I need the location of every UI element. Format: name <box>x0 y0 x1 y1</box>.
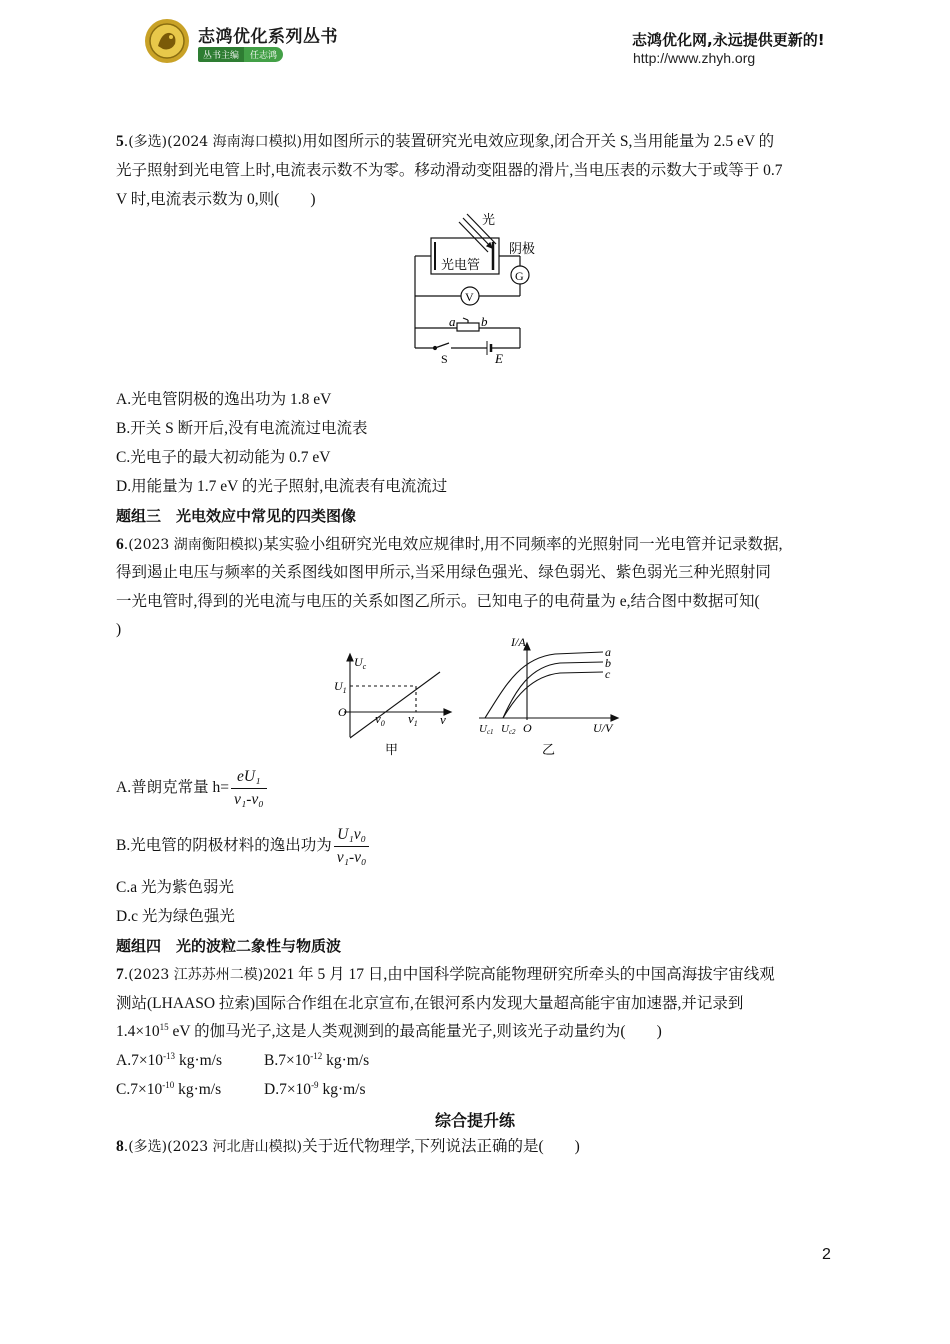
svg-text:a: a <box>605 645 611 659</box>
q6-figure-jia <box>330 652 460 762</box>
q5-line-2: 光子照射到光电管上时,电流表示数不为零。移动滑动变阻器的滑片,当电压表的示数大于或等于 0.7 <box>116 162 783 179</box>
svg-text:Uc2: Uc2 <box>501 723 516 736</box>
q5-line-3: V 时,电流表示数为 0,则( ) <box>116 191 316 208</box>
fig-g-label: G <box>515 269 524 283</box>
q5-line1-text: 用如图所示的装置研究光电效应现象,闭合开关 S,当用能量为 2.5 eV 的 <box>302 133 775 150</box>
q6-number: 6 <box>116 536 124 553</box>
svg-text:b: b <box>605 656 611 670</box>
q7-line1-text: 2021 年 5 月 17 日,由中国科学院高能物理研究所牵头的中国高海拔宇宙线观 <box>263 966 775 983</box>
q5-option-a: A.光电管阴极的逸出功为 1.8 eV <box>116 391 332 408</box>
q5-option-d: D.用能量为 1.7 eV 的光子照射,电流表有电流流过 <box>116 478 448 495</box>
q6-option-b: B.光电管的阴极材料的逸出功为 $\frac{\text{U₁ν₀}}{\text{ν₁-ν₀}}$ <box>116 824 371 869</box>
q7-option-c: $C.7\times 10^{-10}$ kg·m/s <box>116 1080 222 1098</box>
editor-name: 任志鸿 <box>244 47 283 62</box>
q5-option-c: C.光电子的最大初动能为 0.7 eV <box>116 449 331 466</box>
group3-heading: 题组三 光电效应中常见的四类图像 <box>116 507 357 525</box>
svg-text:ν0: $\nu_0$ <box>375 711 385 728</box>
q5-tag: .(多选)(2024 海南海口模拟) <box>123 134 303 150</box>
q7-line-3: $1.4\times 10^{15}$ eV 的伽马光子,这是人类观测到的最高能量光子,则该光子动量约为( ) <box>116 1022 662 1040</box>
q8-line-1 <box>116 1137 580 1157</box>
q5-option-b: B.开关 S 断开后,没有电流流过电流表 <box>116 420 368 437</box>
svg-text:ν1: $\nu_1$ <box>408 711 418 728</box>
fig-tube-label: 光电管 <box>441 257 481 272</box>
q6-line-1 <box>116 535 782 555</box>
svg-text:Uc1: Uc1 <box>479 723 494 736</box>
svg-text:I/A: I/A <box>511 636 526 649</box>
q6-line1-text: 某实验小组研究光电效应规律时,用不同频率的光照射同一光电管并记录数据, <box>263 536 783 553</box>
q5-line-1 <box>116 132 774 152</box>
q6-option-c: C.a 光为紫色弱光 <box>116 879 234 896</box>
q7-option-a: $A.7\times 10^{-13}$ kg·m/s <box>116 1051 222 1069</box>
fig-e-label: E <box>495 351 503 366</box>
q7-option-b: $B.7\times 10^{-12}$ kg·m/s <box>264 1051 370 1069</box>
svg-text:c: c <box>605 667 611 681</box>
q8-line1-text: 关于近代物理学,下列说法正确的是( ) <box>302 1138 580 1155</box>
svg-text:甲: 甲 <box>385 742 399 757</box>
header-slogan: 志鸿优化网,永远提供更新的! <box>632 31 825 49</box>
q6-tag: .(2023 湖南衡阳模拟) <box>123 537 264 553</box>
q6-option-a: A.普朗克常量 h= $\frac{\text{eU₁}}{\text{ν₁-ν₀}}$ <box>116 766 269 811</box>
group4-heading: 题组四 光的波粒二象性与物质波 <box>116 937 342 955</box>
section-title: 综合提升练 <box>434 1111 515 1130</box>
fig-cathode-label: 阴极 <box>509 241 536 256</box>
svg-text:U/V: U/V <box>593 721 613 735</box>
q6-figure-yi <box>475 636 625 760</box>
q7-line-1 <box>116 965 775 985</box>
q7-number: 7 <box>116 966 124 983</box>
q8-tag: .(多选)(2023 河北唐山模拟) <box>123 1139 303 1155</box>
q8-number: 8 <box>116 1138 124 1155</box>
q6-option-d: D.c 光为绿色强光 <box>116 908 235 925</box>
svg-text:Uc: $U_c$ <box>354 655 367 671</box>
fig-v-label: V <box>465 290 474 304</box>
fig-light-label: 光 <box>482 212 496 227</box>
q6-line-2: 得到遏止电压与频率的关系图线如图甲所示,当采用绿色强光、绿色弱光、紫色弱光三种光照射同 <box>116 564 771 581</box>
q5-circuit-figure <box>405 208 555 368</box>
q6-line-3: 一光电管时,得到的光电流与电压的关系如图乙所示。已知电子的电荷量为 e,结合图中数据可知( <box>116 593 760 610</box>
q6-option-a-fraction: $\frac{\text{eU₁}}{\text{ν₁-ν₀}}$ <box>231 766 267 811</box>
series-editor <box>198 47 283 62</box>
svg-text:乙: 乙 <box>542 742 556 757</box>
svg-text:O: O <box>338 705 347 719</box>
page-header <box>0 0 950 80</box>
editor-label: 丛书主编 <box>198 47 244 62</box>
svg-text:U1: $U_1$ <box>334 679 347 695</box>
q5-number: 5 <box>116 133 124 150</box>
svg-text:O: O <box>523 721 532 735</box>
series-title: 志鸿优化系列丛书 <box>198 27 338 47</box>
svg-text:ν: ν <box>440 712 446 727</box>
q7-tag: .(2023 江苏苏州二模) <box>123 967 264 983</box>
page-number: 2 <box>822 1246 831 1263</box>
fig-b-label: b <box>481 314 488 329</box>
q6-line-4: ) <box>116 621 122 638</box>
header-url[interactable]: http://www.zhyh.org <box>633 50 756 66</box>
q7-line-2: 测站(LHAASO 拉索)国际合作组在北京宣布,在银河系内发现大量超高能宇宙加速器,并记录到 <box>116 995 744 1012</box>
q6-option-b-fraction: $\frac{\text{U₁ν₀}}{\text{ν₁-ν₀}}$ <box>334 824 370 869</box>
series-logo-icon <box>144 18 190 64</box>
q7-option-d: $D.7\times 10^{-9}$ kg·m/s <box>264 1080 366 1098</box>
fig-a-label: a <box>449 314 456 329</box>
fig-s-label: S <box>441 352 448 366</box>
